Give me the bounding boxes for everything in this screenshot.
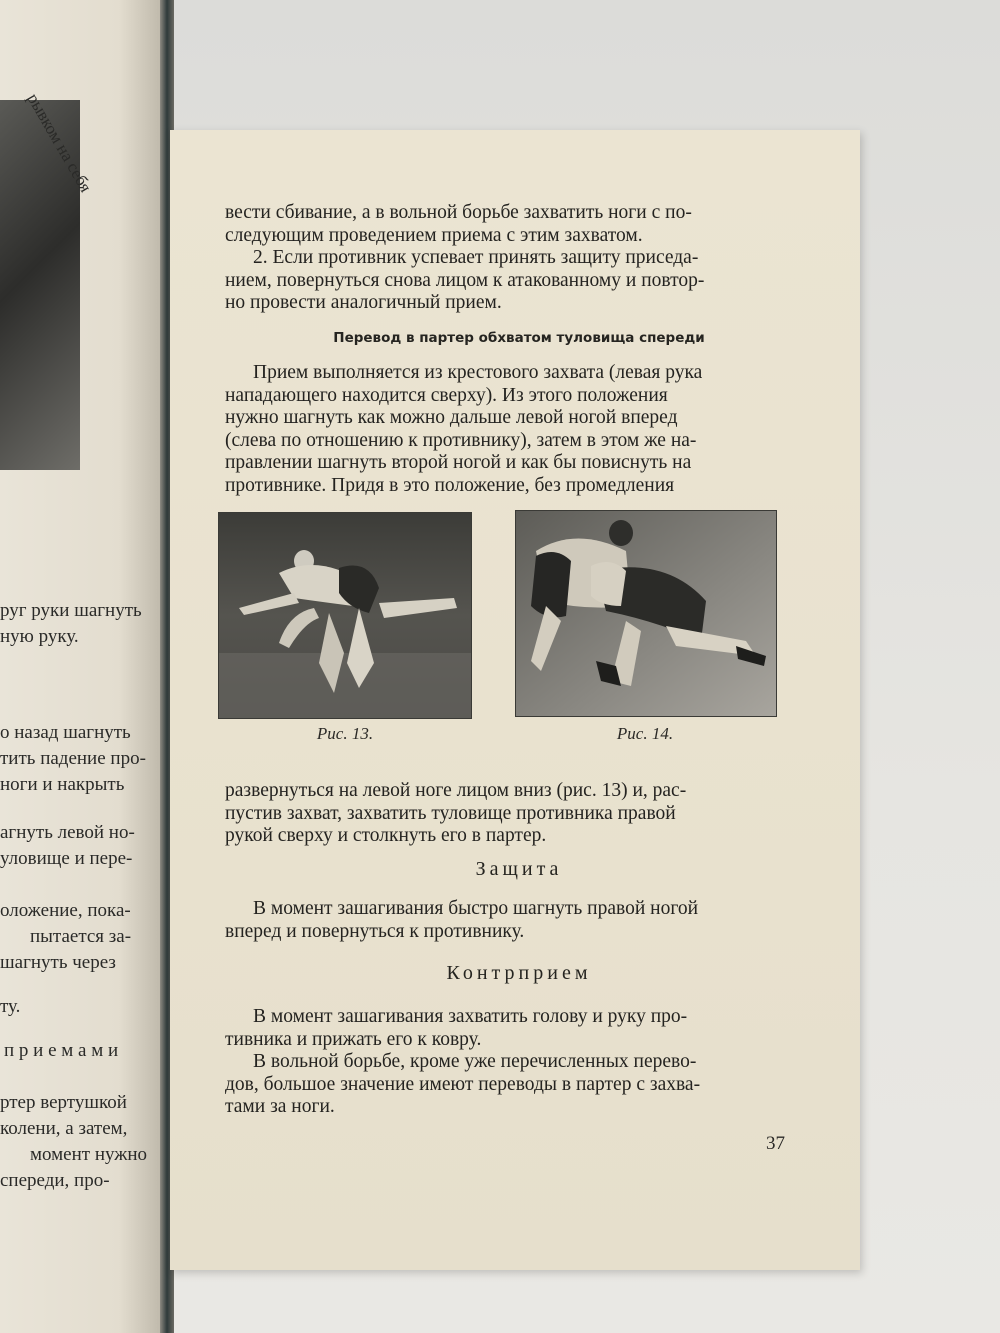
- text-line: развернуться на левой ноге лицом вниз (рис. 13) и, рас-: [225, 780, 687, 801]
- figure-13-caption: Рис. 13.: [316, 724, 374, 743]
- text-line: противнике. Придя в это положение, без промедления: [225, 474, 675, 496]
- left-page-text: ную руку.: [0, 626, 79, 647]
- text-line: (слева по отношению к противнику), затем в этом же на-: [225, 429, 697, 451]
- counter-paragraph: [225, 1006, 813, 1119]
- left-page-text: о назад шагнуть: [0, 722, 131, 743]
- text-line: Прием выполняется из крестового захвата (левая рука: [253, 362, 703, 383]
- text-line: рукой сверху и столкнуть его в партер.: [225, 825, 547, 847]
- left-page-text: момент нужно: [30, 1144, 148, 1165]
- left-page-text: пытается за-: [30, 926, 132, 947]
- text-line: В момент зашагивания захватить голову и руку про-: [253, 1006, 688, 1027]
- figure-14-photo: [515, 510, 777, 717]
- left-page-text: колени, а затем,: [0, 1118, 128, 1139]
- text-line: В момент зашагивания быстро шагнуть правой ногой: [253, 898, 699, 919]
- text-line: вперед и повернуться к противнику.: [225, 920, 525, 942]
- left-page-text: уловище и пере-: [0, 848, 133, 869]
- wrestlers-photo-13: [219, 513, 471, 718]
- counter-title: Контрприем: [446, 962, 592, 984]
- left-page-text: рывком на себя: [23, 90, 96, 196]
- left-page-text: ту.: [0, 996, 21, 1017]
- after-figures-paragraph: [225, 780, 813, 848]
- text-line: дов, большое значение имеют переводы в партер с захва-: [225, 1073, 701, 1095]
- text-line: вести сбивание, а в вольной борьбе захватить ноги с по-: [225, 202, 692, 223]
- left-page-text: тить падение про-: [0, 748, 146, 769]
- left-page-text: руг руки шагнуть: [0, 600, 142, 621]
- page-number: 37: [766, 1133, 785, 1154]
- text-line: тами за ноги.: [225, 1096, 335, 1118]
- left-page-text: оложение, пока-: [0, 900, 131, 921]
- text-line: нужно шагнуть как можно дальше левой ногой вперед: [225, 407, 678, 429]
- figure-13-photo: [218, 512, 472, 719]
- defense-title: Защита: [475, 858, 563, 880]
- text-line: 2. Если противник успевает принять защиту приседа-: [253, 247, 699, 269]
- left-page-text: п р и е м а м и: [4, 1040, 119, 1061]
- right-page: [170, 130, 860, 1270]
- text-line: В вольной борьбе, кроме уже перечисленных перево-: [253, 1051, 697, 1073]
- left-page-text: ноги и накрыть: [0, 774, 125, 795]
- text-line: следующим проведением приема с этим захватом.: [225, 224, 643, 246]
- section-paragraph: [225, 362, 813, 498]
- text-line: нападающего находится сверху). Из этого положения: [225, 384, 668, 406]
- text-line: но провести аналогичный прием.: [225, 292, 502, 314]
- section-title: Перевод в партер обхватом туловища спереди: [333, 330, 705, 346]
- left-page-text: спереди, про-: [0, 1170, 110, 1191]
- figure-14-caption: Рис. 14.: [616, 724, 674, 743]
- intro-paragraph: [225, 202, 813, 315]
- defense-paragraph: [225, 898, 813, 943]
- wrestlers-photo-14: [516, 511, 776, 716]
- text-line: нием, повернуться снова лицом к атакованному и повтор-: [225, 269, 705, 291]
- text-line: пустив захват, захватить туловище противника правой: [225, 802, 676, 824]
- text-line: тивника и прижать его к ковру.: [225, 1028, 482, 1050]
- left-page-text: шагнуть через: [0, 952, 116, 973]
- left-page: [0, 0, 170, 1333]
- left-page-text: ртер вертушкой: [0, 1092, 127, 1113]
- left-page-text: агнуть левой но-: [0, 822, 135, 843]
- text-line: правлении шагнуть второй ногой и как бы повиснуть на: [225, 452, 692, 474]
